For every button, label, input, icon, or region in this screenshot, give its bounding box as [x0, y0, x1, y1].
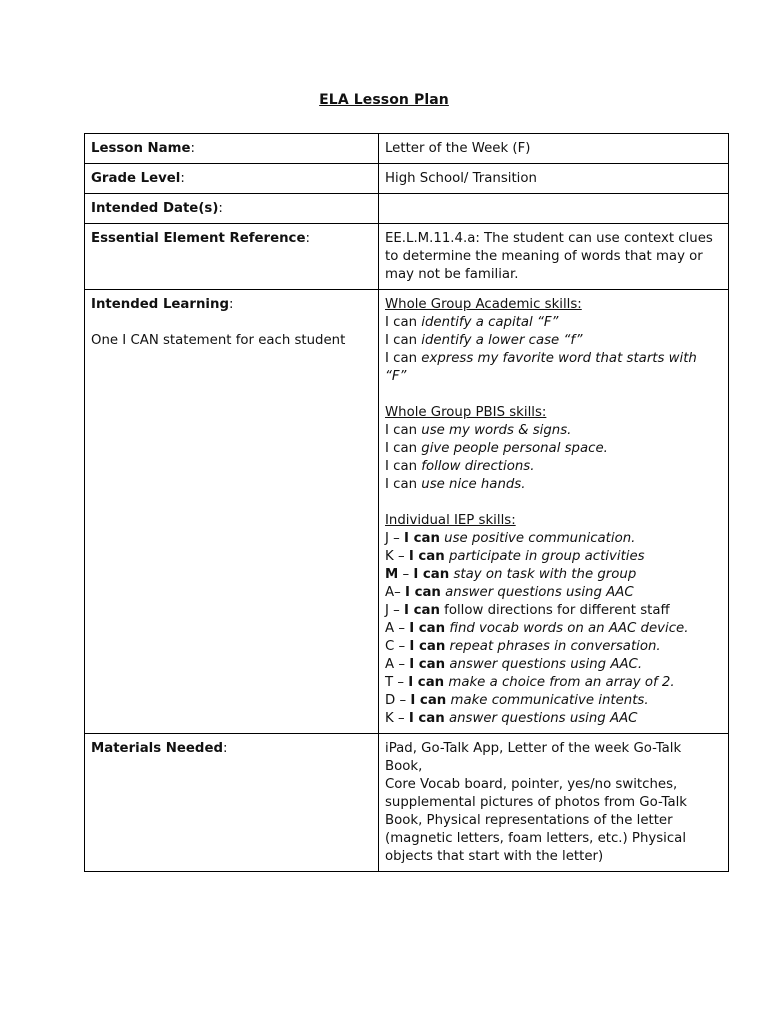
spacer	[385, 494, 722, 512]
lesson-plan-table	[84, 133, 729, 872]
value-intended-dates	[379, 194, 729, 224]
materials-line: iPad, Go-Talk App, Letter of the week Go-Talk Book,	[385, 741, 682, 774]
iep-skill-item: D – I can make communicative intents.	[385, 693, 649, 708]
row-intended-learning	[85, 290, 729, 734]
label-lesson-name: Lesson Name:	[85, 134, 379, 164]
label-intended-dates: Intended Date(s):	[85, 194, 379, 224]
label-intended-learning: Intended Learning: One I CAN statement for each student	[85, 290, 379, 734]
value-grade-level: High School/ Transition	[379, 164, 729, 194]
pbis-skills-heading: Whole Group PBIS skills:	[385, 405, 547, 420]
value-materials	[379, 734, 729, 872]
pbis-skill-item: I can use my words & signs.	[385, 423, 572, 438]
academic-skills-heading: Whole Group Academic skills:	[385, 297, 582, 312]
academic-skill-item: I can identify a capital “F”	[385, 315, 559, 330]
label-grade-level: Grade Level:	[85, 164, 379, 194]
document-title: ELA Lesson Plan	[319, 92, 449, 108]
academic-skill-item: I can express my favorite word that starts with “F”	[385, 351, 697, 384]
value-lesson-name: Letter of the Week (F)	[379, 134, 729, 164]
iep-skill-item: K – I can answer questions using AAC	[385, 711, 638, 726]
iep-skill-item: J – I can use positive communication.	[385, 531, 636, 546]
iep-skill-item: K – I can participate in group activities	[385, 549, 645, 564]
iep-skill-item: J – I can follow directions for different staff	[385, 603, 670, 618]
label-materials: Materials Needed:	[85, 734, 379, 872]
pbis-skill-item: I can give people personal space.	[385, 441, 608, 456]
row-lesson-name	[85, 134, 729, 164]
value-intended-learning	[379, 290, 729, 734]
value-essential-element: EE.L.M.11.4.a: The student can use context clues to determine the meaning of words that may or may not be familiar.	[379, 224, 729, 290]
row-materials	[85, 734, 729, 872]
intended-learning-sublabel: One I CAN statement for each student	[91, 333, 346, 348]
iep-skill-item: C – I can repeat phrases in conversation.	[385, 639, 661, 654]
iep-skill-item: A – I can answer questions using AAC.	[385, 657, 643, 672]
row-essential-element	[85, 224, 729, 290]
academic-skill-item: I can identify a lower case “f”	[385, 333, 583, 348]
label-essential-element: Essential Element Reference:	[85, 224, 379, 290]
row-intended-dates	[85, 194, 729, 224]
materials-line: Core Vocab board, pointer, yes/no switches, supplemental pictures of photos from Go-Talk Book, Physical representations of the letter (magnetic letters, foam letters, etc.) Physical objects that start with the letter)	[385, 777, 687, 864]
iep-skills-heading: Individual IEP skills:	[385, 513, 516, 528]
iep-skill-item: T – I can make a choice from an array of 2.	[385, 675, 675, 690]
pbis-skill-item: I can use nice hands.	[385, 477, 526, 492]
iep-skill-item: M – I can stay on task with the group	[385, 567, 637, 582]
row-grade-level	[85, 164, 729, 194]
spacer	[385, 386, 722, 404]
iep-skill-item: A– I can answer questions using AAC	[385, 585, 634, 600]
pbis-skill-item: I can follow directions.	[385, 459, 535, 474]
iep-skill-item: A – I can find vocab words on an AAC device.	[385, 621, 689, 636]
